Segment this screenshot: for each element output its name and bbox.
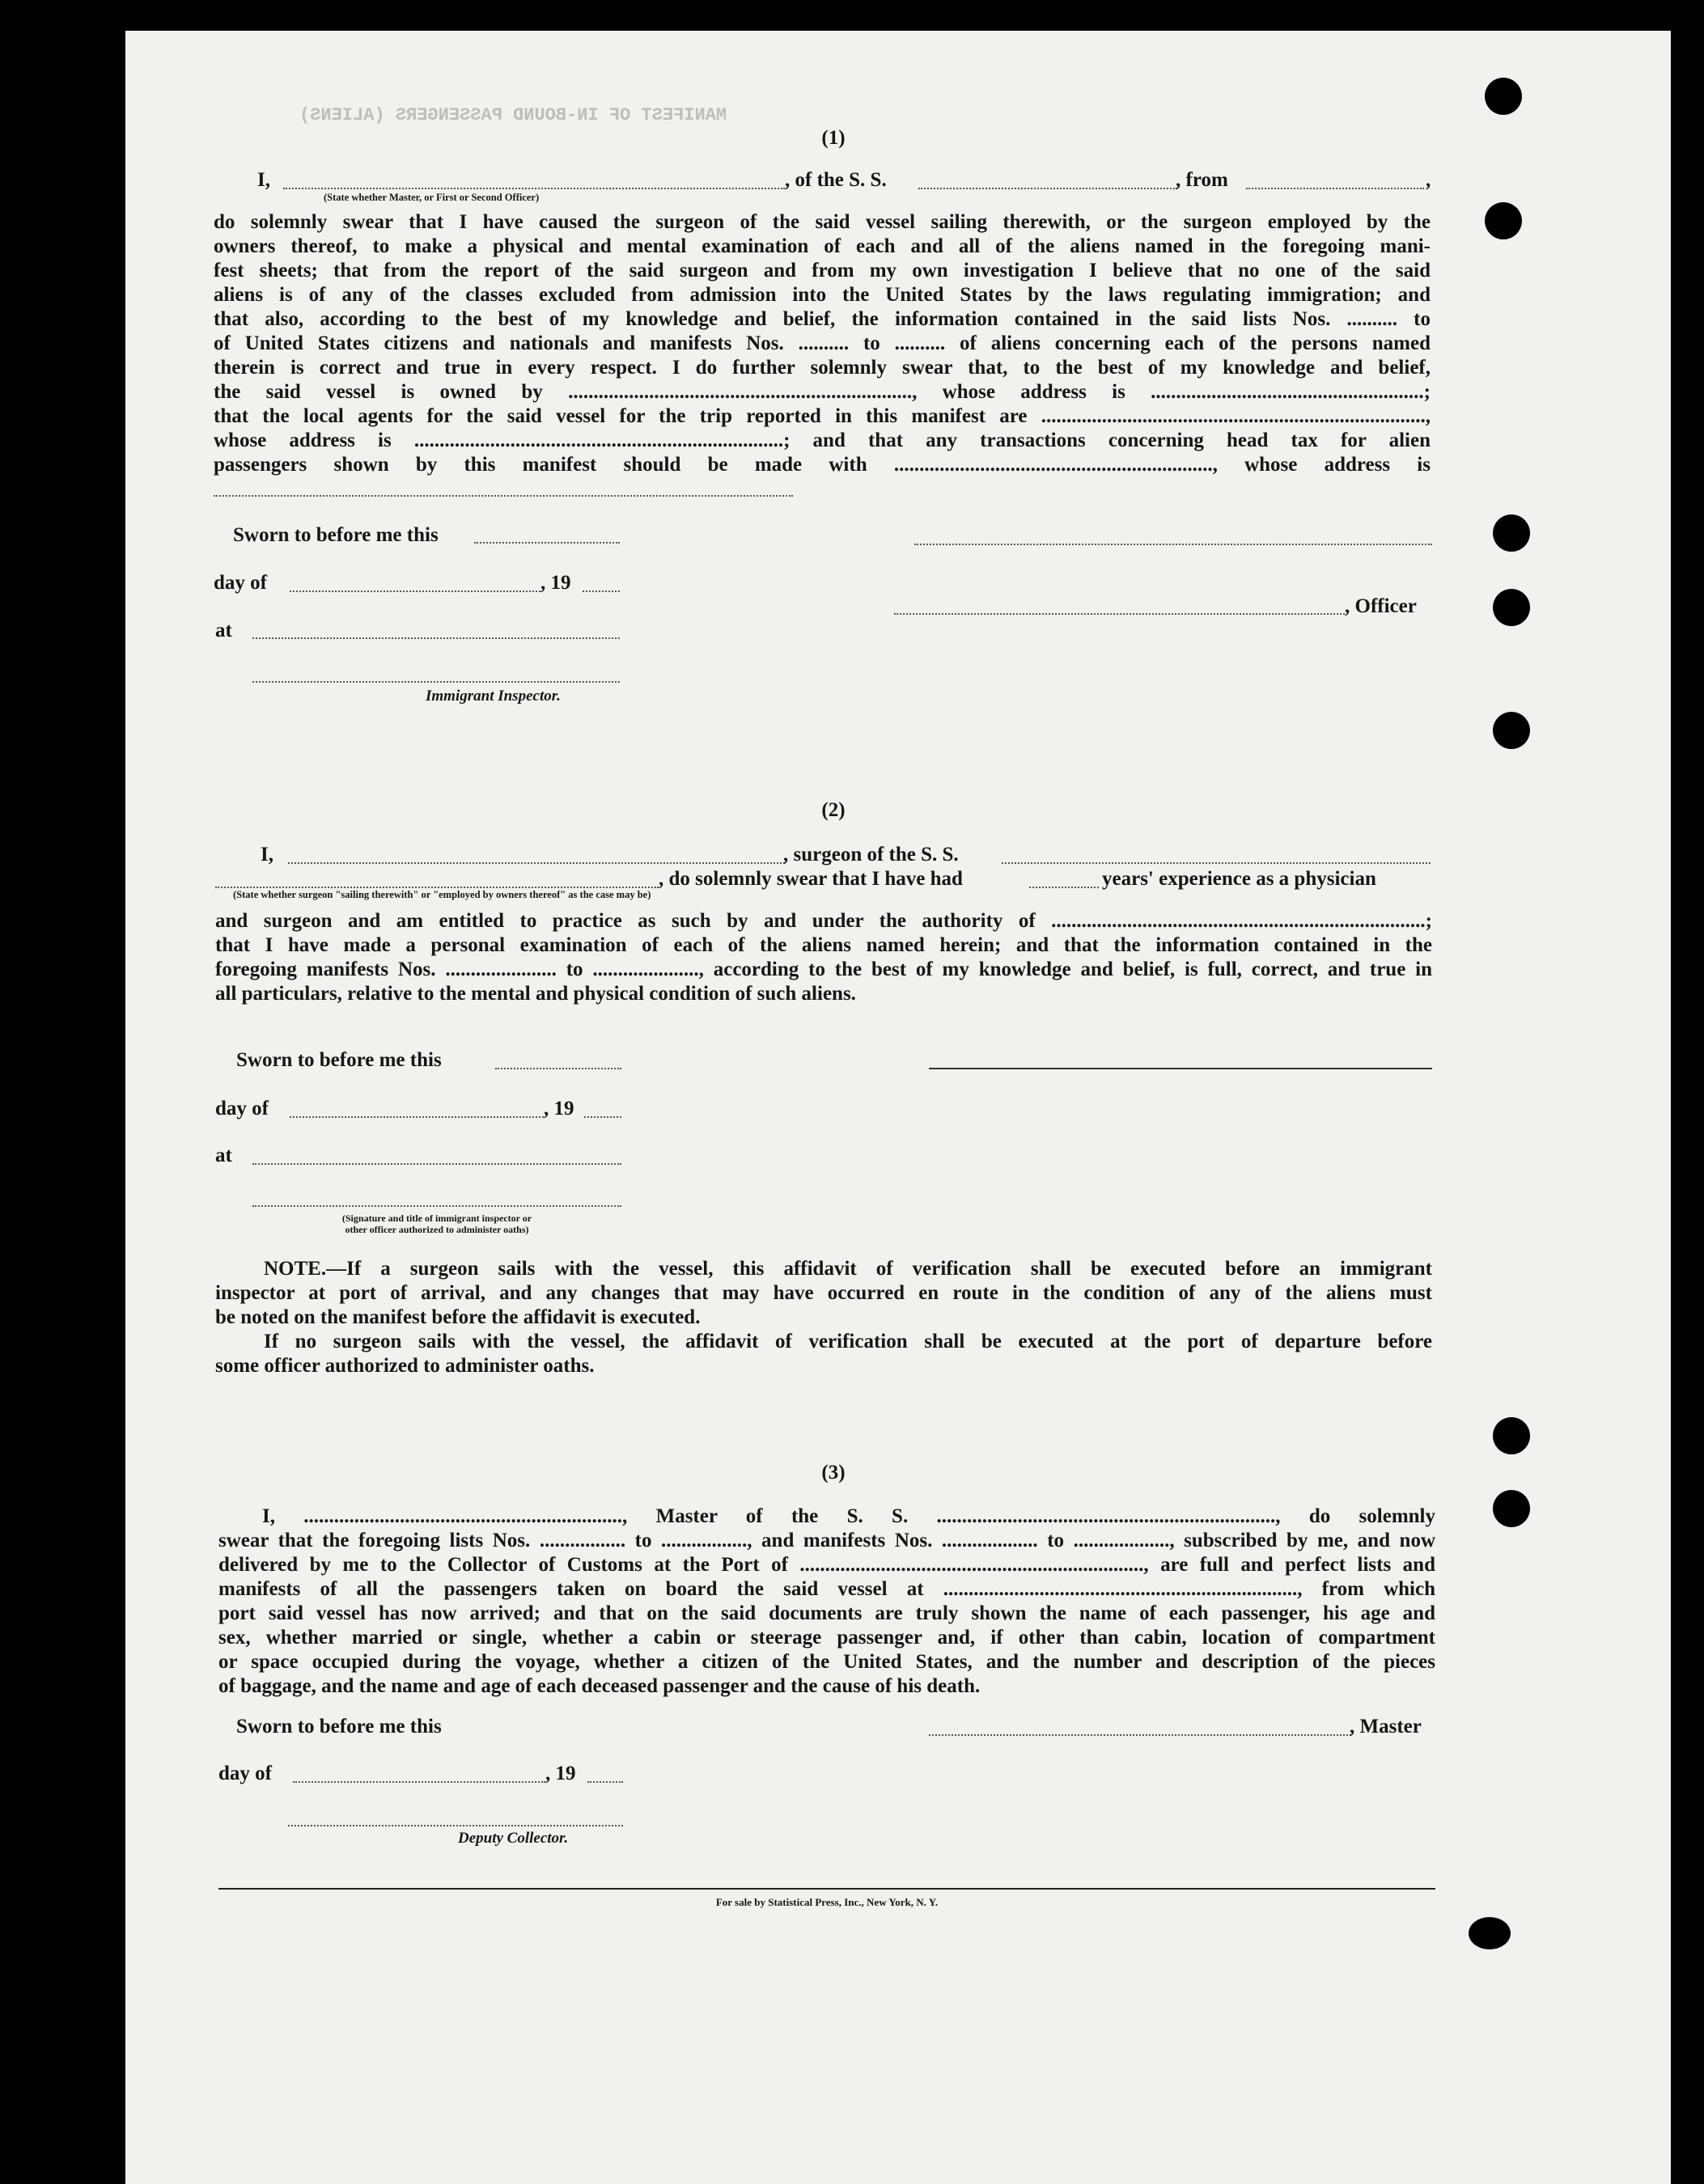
affidavit-3-line: swear that the foregoing lists Nos. ................. to ................., and manifests Nos. ................... to ..................., subscribed by me, and now — [218, 1530, 1435, 1551]
affidavit-1-of-ss: , of the S. S. — [785, 169, 887, 191]
affidavit-1-from: , from — [1176, 169, 1228, 191]
affidavit-2-sig-note-2: other officer authorized to administer oaths) — [345, 1224, 529, 1235]
affidavit-1-line: owners thereof, to make a physical and mental examination of each and all of the aliens named in the foregoing mani- — [214, 235, 1431, 257]
punch-hole — [1493, 712, 1530, 749]
note-text: —If a surgeon sails with the vessel, this affidavit of verification shall be executed before an immigrant — [326, 1258, 1432, 1280]
year-blank — [587, 1781, 623, 1783]
note-block — [215, 1257, 1432, 1378]
affidavit-2-at: at — [215, 1145, 232, 1166]
affidavit-3-line: sex, whether married or single, whether a cabin or steerage passenger and, if other than cabin, location of compartment — [218, 1627, 1435, 1649]
bleed-through-text: MANIFEST OF IN-BOUND PASSENGERS (ALIENS) — [299, 105, 727, 125]
officer-signature-line — [914, 544, 1432, 545]
affidavit-1-number: (1) — [821, 127, 846, 149]
place-blank — [252, 1163, 621, 1165]
affidavit-1-sworn: Sworn to before me this — [233, 524, 439, 546]
affidavit-2-day-of: day of — [215, 1098, 269, 1120]
year-blank — [583, 590, 620, 592]
year-blank — [584, 1116, 621, 1118]
affidavit-2-swear: , do solemnly swear that I have had — [659, 868, 963, 890]
affidavit-1-line: that the local agents for the said vessel for the trip reported in this manifest are ............................................................................, — [214, 405, 1431, 427]
punch-hole — [1493, 1490, 1530, 1527]
master-name-blank — [283, 188, 785, 189]
date-blank — [495, 1068, 621, 1069]
punch-hole — [1493, 589, 1530, 626]
agent-address-blank — [214, 495, 793, 497]
inspector-signature-line — [252, 681, 620, 683]
affidavit-1-line: do solemnly swear that I have caused the surgeon of the said vessel sailing therewith, or the surgeon employed by the — [214, 211, 1431, 233]
inspector-signature-line — [252, 1205, 621, 1207]
affidavit-3-day-of: day of — [218, 1763, 272, 1784]
month-blank — [290, 1116, 544, 1118]
punch-hole — [1485, 202, 1522, 239]
vessel-name-blank — [918, 188, 1177, 189]
punch-hole — [1493, 1417, 1530, 1454]
affidavit-1-inspector: Immigrant Inspector. — [426, 688, 561, 705]
affidavit-2-body — [215, 909, 1432, 1006]
affidavit-1-line: fest sheets; that from the report of the said surgeon and from my own investigation I believe that no one of the said — [214, 260, 1431, 281]
affidavit-2-years: years' experience as a physician — [1102, 868, 1376, 890]
affidavit-3-number: (3) — [821, 1462, 846, 1484]
affidavit-3-body — [218, 1505, 1435, 1699]
note-line — [215, 1330, 1432, 1354]
affidavit-3-line: manifests of all the passengers taken on board the said vessel at ......................................................................, from which — [218, 1578, 1435, 1600]
affidavit-1-line: aliens is of any of the classes excluded from admission into the United States by the laws regulating immigration; and — [214, 284, 1431, 306]
years-blank — [1029, 887, 1099, 888]
collector-signature-line — [288, 1825, 623, 1826]
affidavit-2-sworn: Sworn to before me this — [236, 1049, 442, 1071]
affidavit-2-line: that I have made a personal examination of each of the aliens named herein; and that the information contained in the — [215, 934, 1432, 956]
affidavit-2-sig-note-1: (Signature and title of immigrant inspector or — [341, 1213, 532, 1224]
affidavit-1-day-of: day of — [214, 572, 267, 594]
affidavit-2-line: and surgeon and am entitled to practice as such by and under the authority of ..........................................................................; — [215, 910, 1432, 932]
affidavit-1-line: that also, according to the best of my knowledge and belief, the information contained in the said lists Nos. .......... to — [214, 308, 1431, 330]
affidavit-2-line: foregoing manifests Nos. ...................... to ....................., according to the best of my knowledge and belief, is full, correct, and true in — [215, 959, 1432, 980]
affidavit-3-sworn: Sworn to before me this — [236, 1716, 442, 1737]
place-blank — [252, 637, 620, 639]
affidavit-1-i: I, — [257, 169, 270, 191]
note-line: inspector at port of arrival, and any changes that may have occurred en route in the condition of any of the aliens must — [215, 1282, 1432, 1304]
affidavit-1-at: at — [215, 620, 232, 641]
vessel-name-blank — [1002, 862, 1431, 864]
officer-blank — [894, 613, 1345, 615]
affidavit-3-line: of baggage, and the name and age of each deceased passenger and the cause of his death. — [218, 1675, 981, 1697]
from-port-blank — [1246, 188, 1424, 189]
note-label: NOTE. — [264, 1258, 327, 1280]
note-line — [215, 1257, 1432, 1281]
note-text: If no surgeon sails with the vessel, the affidavit of verification shall be executed at the port of departure before — [264, 1331, 1432, 1352]
surgeon-signature-line — [929, 1068, 1432, 1069]
affidavit-2-number: (2) — [821, 799, 846, 821]
affidavit-3-line: delivered by me to the Collector of Customs at the Port of ...................................................................., are full and perfect lists and — [218, 1554, 1435, 1576]
footer-imprint: For sale by Statistical Press, Inc., New York, N. Y. — [715, 1896, 939, 1908]
affidavit-2-note: (State whether surgeon "sailing therewith" or "employed by owners thereof" as the case may be) — [233, 889, 651, 900]
punch-hole — [1485, 78, 1522, 115]
punch-hole — [1493, 514, 1530, 552]
affidavit-1-line: of United States citizens and nationals and manifests Nos. .......... to .......... of aliens concerning each of the persons named — [214, 332, 1431, 354]
affidavit-2-surgeon: , surgeon of the S. S. — [783, 844, 959, 866]
affidavit-1-line: the said vessel is owned by ...................................................................., whose address is ......................................................; — [214, 381, 1431, 403]
punch-hole — [1469, 1917, 1511, 1949]
affidavit-3-line: port said vessel has now arrived; and that on the said documents are truly shown the name of each passenger, his age and — [218, 1602, 1435, 1624]
affidavit-3-line: or space occupied during the voyage, whether a citizen of the United States, and the number and description of the pieces — [218, 1651, 1435, 1673]
affidavit-1-line: passengers shown by this manifest should be made with ..............................................................., whose address is — [214, 454, 1431, 476]
comma: , — [1426, 169, 1431, 191]
affidavit-3-text: I, ..............................................................., Master of the S. S. ..................................................................., do solemnly — [262, 1505, 1435, 1527]
affidavit-1-note: (State whether Master, or First or Second Officer) — [324, 192, 540, 203]
affidavit-3-line — [218, 1505, 1435, 1529]
footer-rule — [218, 1888, 1435, 1890]
month-blank — [290, 590, 540, 592]
affidavit-1-year: , 19 — [540, 572, 571, 594]
affidavit-3-collector: Deputy Collector. — [458, 1830, 569, 1847]
master-signature-line — [929, 1734, 1351, 1736]
month-blank — [293, 1781, 545, 1783]
affidavit-1-officer: , Officer — [1345, 595, 1417, 617]
note-line: be noted on the manifest before the affidavit is executed. — [215, 1306, 701, 1328]
affidavit-3-master: , Master — [1350, 1716, 1422, 1737]
affidavit-3-year: , 19 — [545, 1763, 576, 1784]
affidavit-2-i: I, — [261, 844, 273, 866]
affidavit-1-line: whose address is .........................................................................; and that any transactions concerning head tax for alien — [214, 430, 1431, 451]
affidavit-2-year: , 19 — [544, 1098, 574, 1120]
affidavit-1-body — [214, 210, 1431, 477]
surgeon-name-blank — [288, 862, 785, 864]
date-blank — [474, 542, 620, 544]
note-line: some officer authorized to administer oaths. — [215, 1355, 595, 1377]
affidavit-1-line: therein is correct and true in every respect. I do further solemnly swear that, to the best of my knowledge and belief, — [214, 357, 1431, 379]
affidavit-2-line: all particulars, relative to the mental and physical condition of such aliens. — [215, 983, 856, 1005]
